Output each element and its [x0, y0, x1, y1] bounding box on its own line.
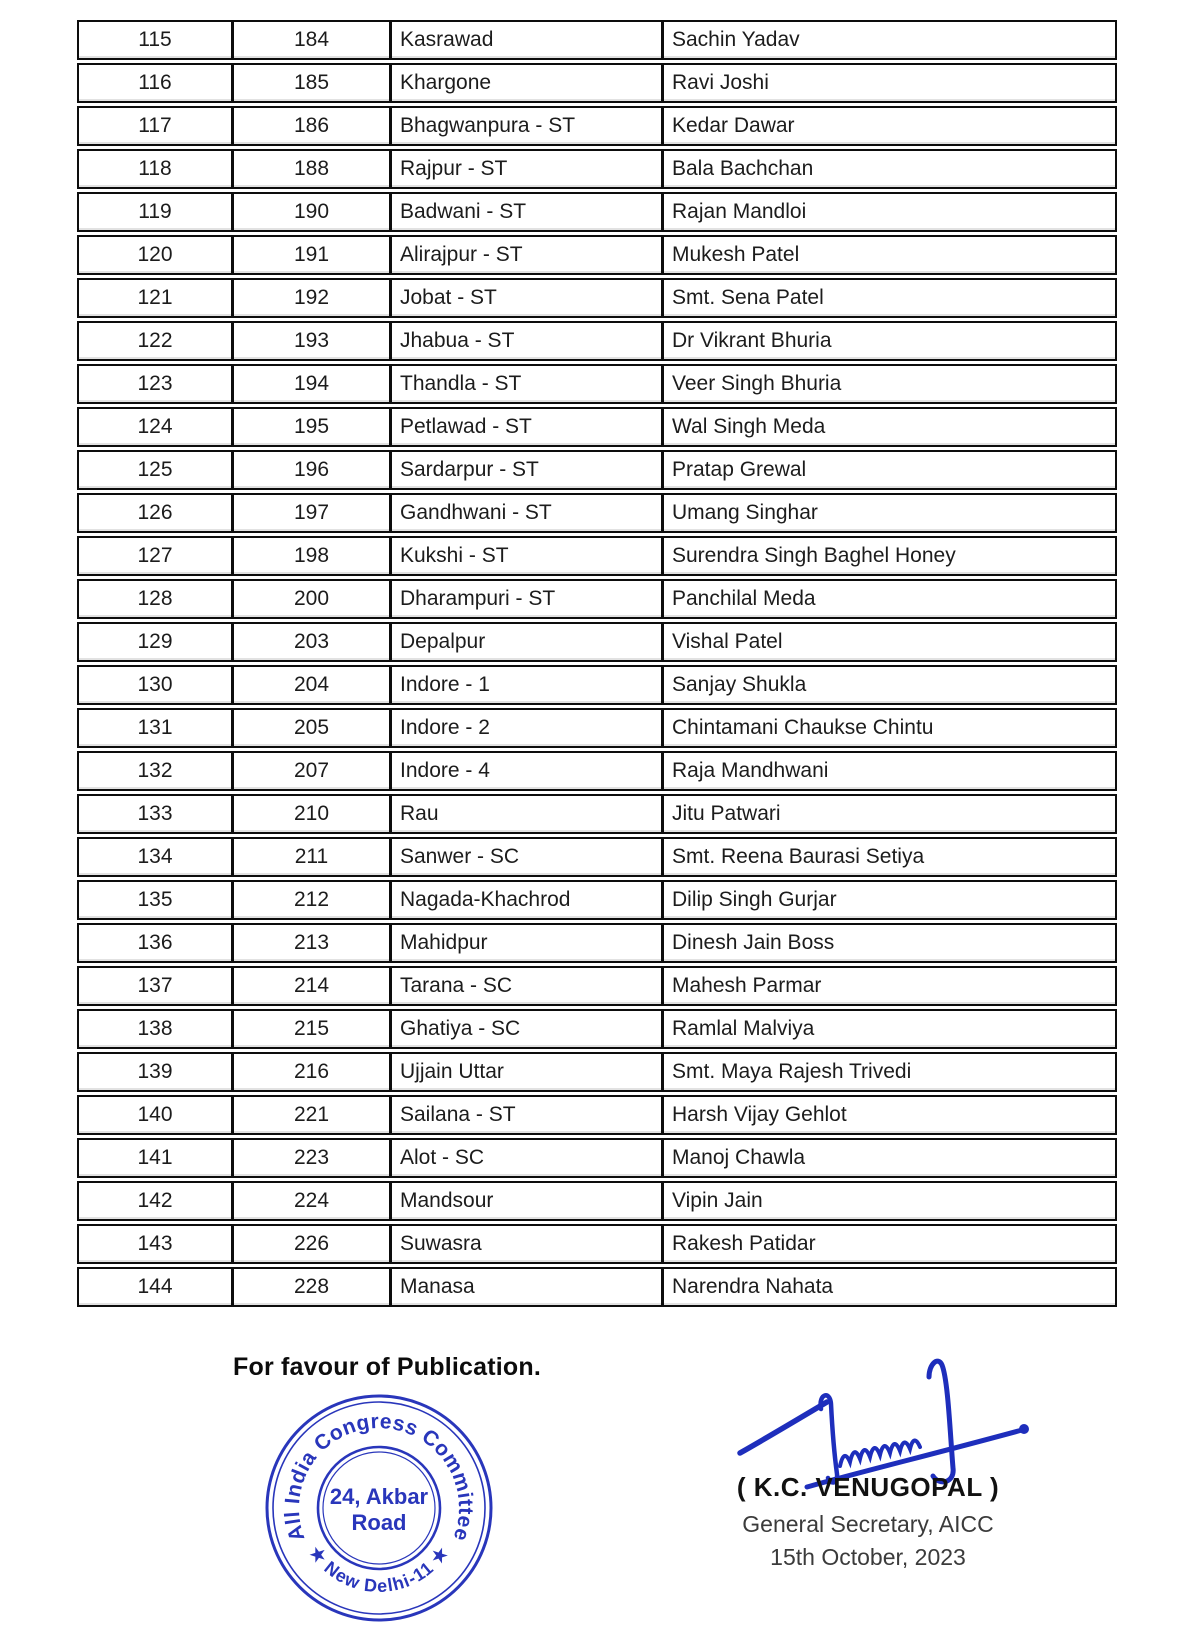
- candidate-table-body: [77, 20, 1117, 1307]
- cell-constituency-name: Dharampuri - ST: [392, 581, 664, 617]
- cell-constituency-name: Petlawad - ST: [392, 409, 664, 445]
- cell-candidate-name: Smt. Maya Rajesh Trivedi: [672, 1060, 912, 1083]
- cell-constituency-no: 223: [234, 1140, 392, 1176]
- cell-candidate-name: Harsh Vijay Gehlot: [672, 1103, 847, 1126]
- cell-constituency-name: Sanwer - SC: [392, 839, 664, 875]
- table-row: [77, 1224, 1117, 1264]
- cell-constituency-no: 192: [234, 280, 392, 316]
- cell-serial-no: 123: [79, 366, 234, 402]
- table-row: [77, 278, 1117, 318]
- table-row: [77, 880, 1117, 920]
- cell-constituency-no: 224: [234, 1183, 392, 1219]
- stamp-arc-top-text: All India Congress Committee: [280, 1409, 478, 1545]
- cell-candidate-name: Panchilal Meda: [672, 587, 816, 610]
- cell-constituency-no: 197: [234, 495, 392, 531]
- cell-constituency-name: Jhabua - ST: [392, 323, 664, 359]
- cell-constituency-no: 204: [234, 667, 392, 703]
- cell-constituency-name: Suwasra: [392, 1226, 664, 1262]
- table-row: [77, 1095, 1117, 1135]
- cell-candidate-name: Rakesh Patidar: [672, 1232, 816, 1255]
- table-row: [77, 321, 1117, 361]
- cell-serial-no: 139: [79, 1054, 234, 1090]
- cell-constituency-name: Mahidpur: [392, 925, 664, 961]
- table-row: [77, 1267, 1117, 1307]
- cell-candidate-name: Jitu Patwari: [672, 802, 781, 825]
- cell-constituency-no: 205: [234, 710, 392, 746]
- table-row: [77, 235, 1117, 275]
- cell-serial-no: 144: [79, 1269, 234, 1305]
- cell-constituency-name: Badwani - ST: [392, 194, 664, 230]
- cell-candidate-name: Ramlal Malviya: [672, 1017, 815, 1040]
- cell-constituency-name: Bhagwanpura - ST: [392, 108, 664, 144]
- cell-serial-no: 121: [79, 280, 234, 316]
- cell-serial-no: 134: [79, 839, 234, 875]
- cell-candidate-name: Kedar Dawar: [672, 114, 795, 137]
- cell-constituency-no: 211: [234, 839, 392, 875]
- cell-serial-no: 141: [79, 1140, 234, 1176]
- cell-constituency-no: 207: [234, 753, 392, 789]
- table-row: [77, 665, 1117, 705]
- signatory-name: ( K.C. VENUGOPAL ): [736, 1472, 1000, 1502]
- cell-constituency-name: Kasrawad: [392, 22, 664, 58]
- table-row: [77, 966, 1117, 1006]
- cell-serial-no: 124: [79, 409, 234, 445]
- table-row: [77, 794, 1117, 834]
- cell-candidate-name: Mahesh Parmar: [672, 974, 822, 997]
- table-row: [77, 63, 1117, 103]
- candidate-table: [77, 20, 1117, 1310]
- cell-constituency-no: 184: [234, 22, 392, 58]
- table-row: [77, 1138, 1117, 1178]
- table-row: [77, 923, 1117, 963]
- cell-candidate-name: Smt. Reena Baurasi Setiya: [672, 845, 925, 868]
- table-row: [77, 579, 1117, 619]
- cell-candidate-name: Smt. Sena Patel: [672, 286, 824, 309]
- cell-serial-no: 116: [79, 65, 234, 101]
- cell-constituency-name: Kukshi - ST: [392, 538, 664, 574]
- cell-constituency-no: 191: [234, 237, 392, 273]
- table-row: [77, 1052, 1117, 1092]
- cell-constituency-name: Alot - SC: [392, 1140, 664, 1176]
- cell-candidate-name: Ravi Joshi: [672, 71, 769, 94]
- cell-serial-no: 119: [79, 194, 234, 230]
- table-row: [77, 708, 1117, 748]
- cell-constituency-name: Sardarpur - ST: [392, 452, 664, 488]
- table-row: [77, 20, 1117, 60]
- cell-candidate-name: Pratap Grewal: [672, 458, 807, 481]
- cell-constituency-name: Indore - 1: [392, 667, 664, 703]
- cell-constituency-no: 188: [234, 151, 392, 187]
- cell-serial-no: 118: [79, 151, 234, 187]
- cell-constituency-no: 194: [234, 366, 392, 402]
- cell-serial-no: 142: [79, 1183, 234, 1219]
- cell-candidate-name: Rajan Mandloi: [672, 200, 807, 223]
- cell-serial-no: 135: [79, 882, 234, 918]
- cell-candidate-name: Sanjay Shukla: [672, 673, 807, 696]
- cell-candidate-name: Mukesh Patel: [672, 243, 800, 266]
- table-row: [77, 364, 1117, 404]
- cell-constituency-no: 198: [234, 538, 392, 574]
- cell-constituency-no: 226: [234, 1226, 392, 1262]
- table-row: [77, 192, 1117, 232]
- table-row: [77, 837, 1117, 877]
- cell-constituency-name: Rajpur - ST: [392, 151, 664, 187]
- cell-serial-no: 125: [79, 452, 234, 488]
- cell-serial-no: 126: [79, 495, 234, 531]
- table-row: [77, 1181, 1117, 1221]
- stamp-arc-bottom-text: ★ New Delhi-11 ★: [305, 1542, 453, 1597]
- cell-constituency-no: 200: [234, 581, 392, 617]
- cell-serial-no: 115: [79, 22, 234, 58]
- cell-serial-no: 120: [79, 237, 234, 273]
- cell-candidate-name: Umang Singhar: [672, 501, 818, 524]
- table-row: [77, 149, 1117, 189]
- cell-serial-no: 127: [79, 538, 234, 574]
- cell-constituency-name: Gandhwani - ST: [392, 495, 664, 531]
- stamp-center-line1: 24, Akbar: [329, 1484, 429, 1509]
- cell-constituency-no: 196: [234, 452, 392, 488]
- table-row: [77, 1009, 1117, 1049]
- cell-constituency-name: Ghatiya - SC: [392, 1011, 664, 1047]
- cell-constituency-no: 190: [234, 194, 392, 230]
- cell-serial-no: 128: [79, 581, 234, 617]
- cell-serial-no: 140: [79, 1097, 234, 1133]
- cell-candidate-name: Manoj Chawla: [672, 1146, 806, 1169]
- publication-note: For favour of Publication.: [233, 1353, 541, 1381]
- cell-serial-no: 132: [79, 753, 234, 789]
- cell-constituency-name: Indore - 4: [392, 753, 664, 789]
- cell-candidate-name: Dinesh Jain Boss: [672, 931, 835, 954]
- table-row: [77, 106, 1117, 146]
- cell-constituency-no: 210: [234, 796, 392, 832]
- cell-constituency-name: Nagada-Khachrod: [392, 882, 664, 918]
- aicc-stamp-icon: [255, 1390, 505, 1633]
- cell-serial-no: 133: [79, 796, 234, 832]
- cell-candidate-name: Veer Singh Bhuria: [672, 372, 842, 395]
- cell-constituency-name: Alirajpur - ST: [392, 237, 664, 273]
- cell-constituency-name: Khargone: [392, 65, 664, 101]
- cell-candidate-name: Bala Bachchan: [672, 157, 814, 180]
- cell-serial-no: 138: [79, 1011, 234, 1047]
- cell-constituency-no: 185: [234, 65, 392, 101]
- table-row: [77, 622, 1117, 662]
- cell-candidate-name: Vipin Jain: [672, 1189, 763, 1212]
- signatory-title: General Secretary, AICC: [742, 1511, 994, 1537]
- cell-constituency-no: 228: [234, 1269, 392, 1305]
- cell-constituency-name: Depalpur: [392, 624, 664, 660]
- cell-serial-no: 137: [79, 968, 234, 1004]
- cell-constituency-no: 203: [234, 624, 392, 660]
- cell-candidate-name: Wal Singh Meda: [672, 415, 826, 438]
- cell-candidate-name: Chintamani Chaukse Chintu: [672, 716, 934, 739]
- cell-candidate-name: Vishal Patel: [672, 630, 783, 653]
- cell-constituency-no: 212: [234, 882, 392, 918]
- cell-serial-no: 129: [79, 624, 234, 660]
- table-row: [77, 407, 1117, 447]
- cell-candidate-name: Raja Mandhwani: [672, 759, 829, 782]
- cell-constituency-no: 214: [234, 968, 392, 1004]
- cell-constituency-name: Jobat - ST: [392, 280, 664, 316]
- cell-constituency-no: 193: [234, 323, 392, 359]
- signatory-block: [688, 1472, 1048, 1571]
- cell-candidate-name: Dilip Singh Gurjar: [672, 888, 837, 911]
- cell-constituency-name: Mandsour: [392, 1183, 664, 1219]
- signatory-date: 15th October, 2023: [770, 1544, 966, 1570]
- cell-serial-no: 143: [79, 1226, 234, 1262]
- cell-serial-no: 130: [79, 667, 234, 703]
- table-row: [77, 493, 1117, 533]
- cell-constituency-name: Thandla - ST: [392, 366, 664, 402]
- cell-candidate-name: Surendra Singh Baghel Honey: [672, 544, 956, 567]
- cell-constituency-name: Sailana - ST: [392, 1097, 664, 1133]
- cell-constituency-name: Ujjain Uttar: [392, 1054, 664, 1090]
- cell-constituency-no: 195: [234, 409, 392, 445]
- cell-constituency-no: 221: [234, 1097, 392, 1133]
- cell-serial-no: 131: [79, 710, 234, 746]
- cell-serial-no: 117: [79, 108, 234, 144]
- cell-constituency-name: Manasa: [392, 1269, 664, 1305]
- cell-constituency-name: Rau: [392, 796, 664, 832]
- stamp-center-line2: Road: [351, 1510, 407, 1535]
- cell-candidate-name: Sachin Yadav: [672, 28, 800, 51]
- table-row: [77, 536, 1117, 576]
- cell-constituency-no: 186: [234, 108, 392, 144]
- cell-constituency-no: 216: [234, 1054, 392, 1090]
- cell-constituency-no: 213: [234, 925, 392, 961]
- table-row: [77, 450, 1117, 490]
- cell-serial-no: 122: [79, 323, 234, 359]
- cell-serial-no: 136: [79, 925, 234, 961]
- cell-candidate-name: Dr Vikrant Bhuria: [672, 329, 832, 352]
- cell-constituency-name: Indore - 2: [392, 710, 664, 746]
- cell-constituency-name: Tarana - SC: [392, 968, 664, 1004]
- cell-constituency-no: 215: [234, 1011, 392, 1047]
- table-row: [77, 751, 1117, 791]
- cell-candidate-name: Narendra Nahata: [672, 1275, 834, 1298]
